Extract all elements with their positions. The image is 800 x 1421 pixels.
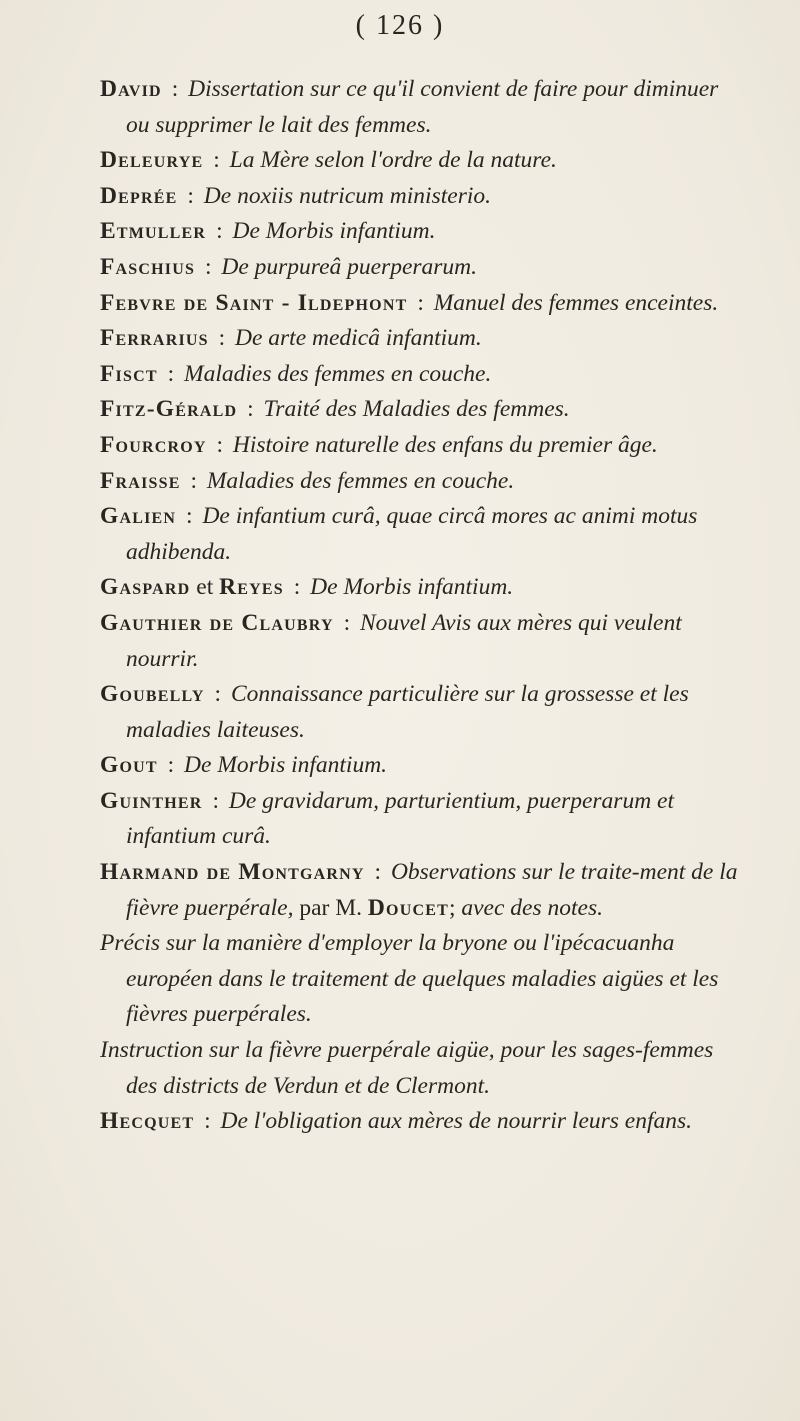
entry-separator: : [171,76,179,102]
bibliography-entry [100,748,740,784]
entry-title: De Morbis infantium. [184,752,388,779]
entry-title: Instruction sur la fièvre puerpérale aigüe, pour les sages-femmes des districts de Verdun et de Clermont. [100,1037,714,1099]
entry-separator: : [167,752,175,779]
entry-title: La Mère selon l'ordre de la nature. [229,147,557,174]
entry-byline-note: avec des notes. [461,894,603,921]
entry-separator: : [167,360,175,387]
entry-author: Deprée [100,182,178,209]
entry-author: Etmuller [100,218,207,245]
entry-separator: : [293,574,301,601]
bibliography-entry [100,357,740,393]
entry-separator: : [216,431,224,458]
entry-author: Febvre de Saint - Ildephont [100,289,408,316]
entry-separator: : [247,396,254,423]
entry-title: Connaissance particulière sur la grossesse et les maladies laiteuses. [126,681,689,743]
page-number: ( 126 ) [355,10,445,41]
entry-second-author: Reyes [219,574,284,601]
entry-separator: : [212,787,219,814]
bibliography-entry [100,250,740,286]
entry-separator: : [216,218,223,245]
bibliography-list [100,72,740,1140]
bibliography-entry [100,606,740,677]
bibliography-entry [100,1104,740,1140]
entry-author: Ferrarius [100,325,209,352]
entry-author: Gaspard [100,574,191,601]
bibliography-entry [100,321,740,357]
entry-author: Fisct [100,360,158,387]
bibliography-entry [100,464,740,500]
entry-author: Faschius [100,253,196,280]
entry-byline-author: Doucet [367,894,449,921]
entry-title: Dissertation sur ce qu'il convient de faire pour diminuer ou supprimer le lait des femmes. [126,76,719,138]
entry-separator: : [343,609,351,636]
bibliography-entry [100,855,740,926]
entry-author: Gout [100,752,158,779]
entry-title: Histoire naturelle des enfans du premier âge. [232,431,658,458]
entry-title: De purpureâ puerperarum. [221,253,478,280]
bibliography-entry [100,499,740,570]
bibliography-entry [100,784,740,855]
bibliography-entry [100,286,740,322]
entry-title: Observations sur le traite-ment de la fièvre puerpérale, [126,859,738,921]
entry-author: Hecquet [100,1108,195,1135]
bibliography-entry [100,143,740,179]
entry-separator: : [218,325,226,352]
entry-separator: : [374,859,382,886]
bibliography-entry [100,570,740,606]
entry-title: Nouvel Avis aux mères qui veulent nourrir. [126,609,682,672]
bibliography-entry [100,179,740,215]
bibliography-entry [100,1033,740,1104]
entry-title: De l'obligation aux mères de nourrir leurs enfans. [220,1108,693,1135]
entry-separator: : [417,289,424,316]
entry-author: Guinther [100,787,203,814]
entry-author: Fraisse [100,467,181,494]
entry-title: Maladies des femmes en couche. [184,360,492,387]
entry-author: Gauthier de Claubry [100,609,334,636]
entry-byline-prefix: par M. [299,894,363,921]
bibliography-entry [100,677,740,748]
bibliography-entry [100,214,740,250]
entry-title: De Morbis infantium. [310,574,514,601]
entry-title: De Morbis infantium. [232,218,436,245]
entry-title: Manuel des femmes enceintes. [433,289,719,316]
entry-separator: : [190,467,197,494]
entry-separator: : [204,253,212,280]
entry-author: Fitz-Gérald [100,396,238,423]
entry-title: De noxiis nutricum ministerio. [203,182,491,209]
entry-title: Maladies des femmes en couche. [206,467,515,494]
bibliography-entry [100,72,740,143]
entry-byline-separator: ; [448,894,456,921]
entry-author: Goubelly [100,681,205,708]
entry-separator: : [187,182,194,209]
bibliography-entry [100,428,740,464]
entry-author: Galien [100,503,177,530]
entry-separator: : [214,681,222,708]
entry-title: Précis sur la manière d'employer la bryone ou l'ipécacuanha européen dans le traitement de quelques maladies aigües et les fièvres puerpérales. [100,930,719,1028]
bibliography-entry [100,926,740,1033]
bibliography-entry [100,392,740,428]
entry-author: Harmand de Montgarny [100,859,365,886]
entry-title: De gravidarum, parturientium, puerperarum et infantium curâ. [126,787,675,850]
entry-author-connector: et [196,574,214,601]
entry-author: Deleurye [100,147,204,174]
entry-title: De arte medicâ infantium. [235,325,482,352]
entry-author: David [100,76,162,102]
entry-separator: : [186,503,193,530]
entry-title: De infantium curâ, quae circâ mores ac animi motus adhibenda. [126,503,698,565]
entry-separator: : [204,1108,211,1135]
entry-author: Fourcroy [100,431,207,458]
entry-title: Traité des Maladies des femmes. [263,396,570,423]
entry-separator: : [213,147,220,174]
